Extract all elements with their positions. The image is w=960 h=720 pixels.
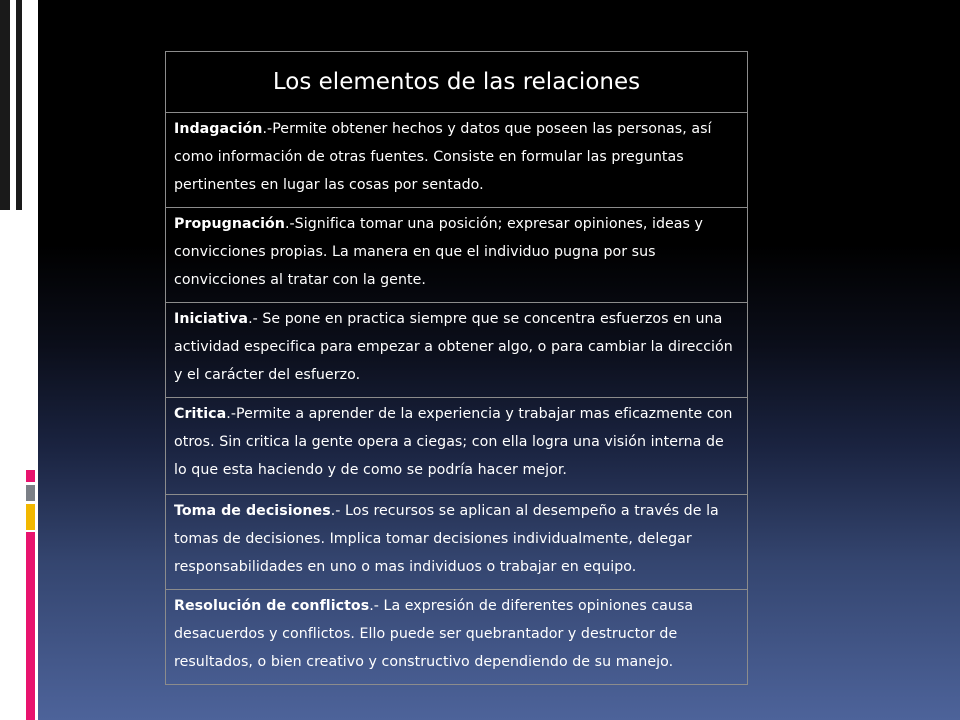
table-row — [166, 590, 748, 685]
table-row — [166, 113, 748, 208]
relations-table — [165, 51, 748, 685]
table-title: Los elementos de las relaciones — [166, 52, 748, 113]
table-row — [166, 208, 748, 303]
term-label: Toma de decisiones — [174, 503, 331, 519]
table-header-row — [166, 52, 748, 113]
table-cell — [166, 398, 748, 495]
table-cell — [166, 590, 748, 685]
term-label: Propugnación — [174, 216, 285, 232]
term-label: Resolución de conflictos — [174, 598, 370, 614]
pink-accent-bar — [26, 532, 35, 720]
table-row — [166, 398, 748, 495]
term-label: Critica — [174, 406, 227, 422]
left-white-bar — [0, 0, 38, 720]
left-decor-stripe — [10, 0, 12, 210]
term-label: Iniciativa — [174, 311, 249, 327]
table-cell — [166, 113, 748, 208]
term-description: .-Permite a aprender de la experiencia y trabajar mas eficazmente con otros. Sin critica la gente opera a ciegas; con ella logra una visión interna de lo que esta haciendo y de como se podría hacer mejor. — [174, 406, 733, 478]
gray-accent-square — [26, 485, 35, 501]
term-description: .- La expresión de diferentes opiniones causa desacuerdos y conflictos. Ello puede ser quebrantador y destructor de resultados, o bien creativo y constructivo dependiendo de su manejo. — [174, 598, 694, 670]
term-label: Indagación — [174, 121, 263, 137]
table-row — [166, 303, 748, 398]
term-description: .- Los recursos se aplican al desempeño a través de la tomas de decisiones. Implica tomar decisiones individualmente, delegar responsabilidades en uno o mas individuos o trabajar en equipo. — [174, 503, 719, 575]
table-row — [166, 495, 748, 590]
term-description: .- Se pone en practica siempre que se concentra esfuerzos en una actividad especifica para empezar a obtener algo, o para cambiar la dirección y el carácter del esfuerzo. — [174, 311, 733, 383]
yellow-accent-square — [26, 504, 35, 530]
table-cell — [166, 495, 748, 590]
table-cell — [166, 303, 748, 398]
pink-accent-square — [26, 470, 35, 482]
table-cell — [166, 208, 748, 303]
term-description: .-Significa tomar una posición; expresar opiniones, ideas y convicciones propias. La manera en que el individuo pugna por sus convicciones al tratar con la gente. — [174, 216, 703, 288]
left-decor-block-2 — [16, 0, 22, 210]
term-description: .-Permite obtener hechos y datos que poseen las personas, así como información de otras fuentes. Consiste en formular las preguntas pertinentes en lugar las cosas por sentado. — [174, 121, 712, 193]
